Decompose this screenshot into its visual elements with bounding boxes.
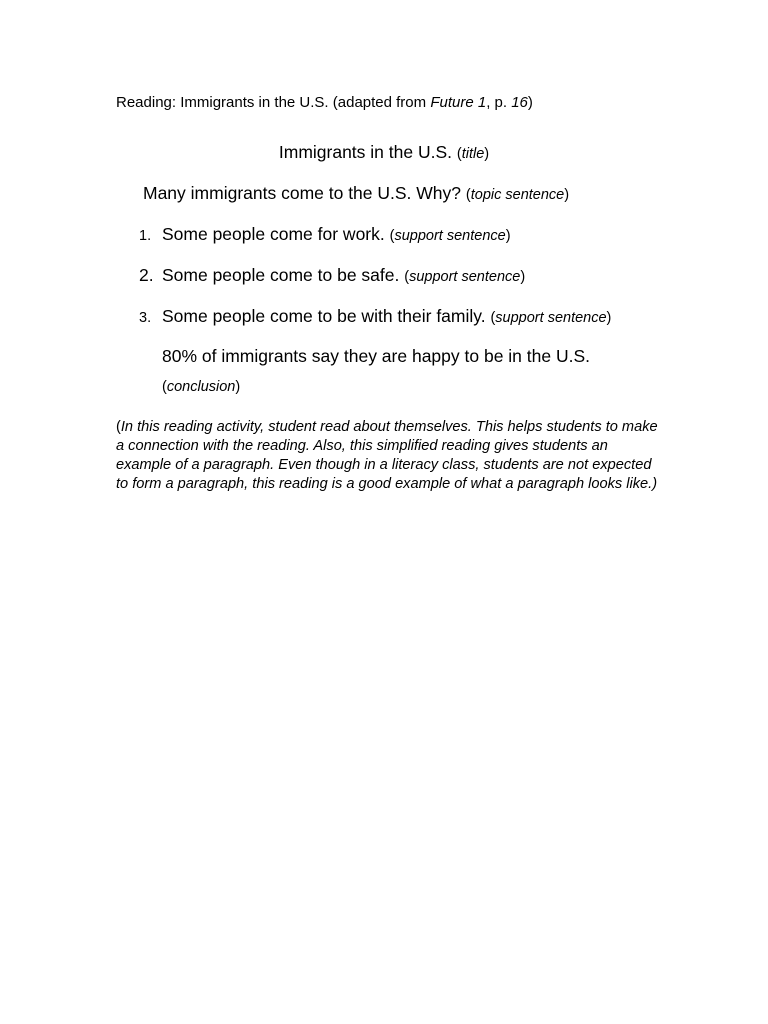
support-text: Some people come to be with their family. [162, 306, 491, 326]
title-note: (title) [456, 146, 490, 162]
support-sentence-3 [139, 305, 611, 329]
commentary-text: In this reading activity, student read about themselves. This helps students to make a connection with the reading. Also, this simplified reading gives students an example of a paragraph. Even though in a literacy class, students are not expected to form a paragraph, this reading is a good example of what a paragraph looks like.) [116, 419, 658, 492]
support-text: Some people come to be safe. [162, 265, 405, 285]
source-suffix: ) [527, 94, 533, 111]
support-sentence-1 [139, 223, 511, 247]
conclusion-sentence: 80% of immigrants say they are happy to be in the U.S. [162, 346, 590, 366]
teacher-commentary [116, 418, 661, 494]
support-note: (support sentence) [404, 269, 526, 285]
title-text: Immigrants in the U.S. [278, 142, 457, 162]
source-prefix: Reading: Immigrants in the U.S. (adapted from [116, 94, 431, 111]
page-number: 16 [511, 94, 528, 111]
list-number: 2. [139, 265, 154, 285]
conclusion-note: (conclusion) [162, 379, 241, 395]
topic-sentence [143, 182, 569, 206]
topic-note: (topic sentence) [465, 187, 570, 203]
commentary-open-paren: ( [116, 419, 121, 435]
page-prefix: , p. [486, 94, 512, 111]
support-text: Some people come for work. [162, 224, 390, 244]
topic-text: Many immigrants come to the U.S. Why? [143, 183, 466, 203]
reading-source-line [116, 94, 533, 112]
reading-title [0, 141, 768, 165]
support-note: (support sentence) [389, 228, 511, 244]
list-number: 1. [139, 228, 152, 244]
support-note: (support sentence) [490, 310, 612, 326]
support-sentence-2 [139, 264, 525, 288]
book-title: Future 1 [430, 94, 487, 111]
list-number: 3. [139, 310, 152, 326]
